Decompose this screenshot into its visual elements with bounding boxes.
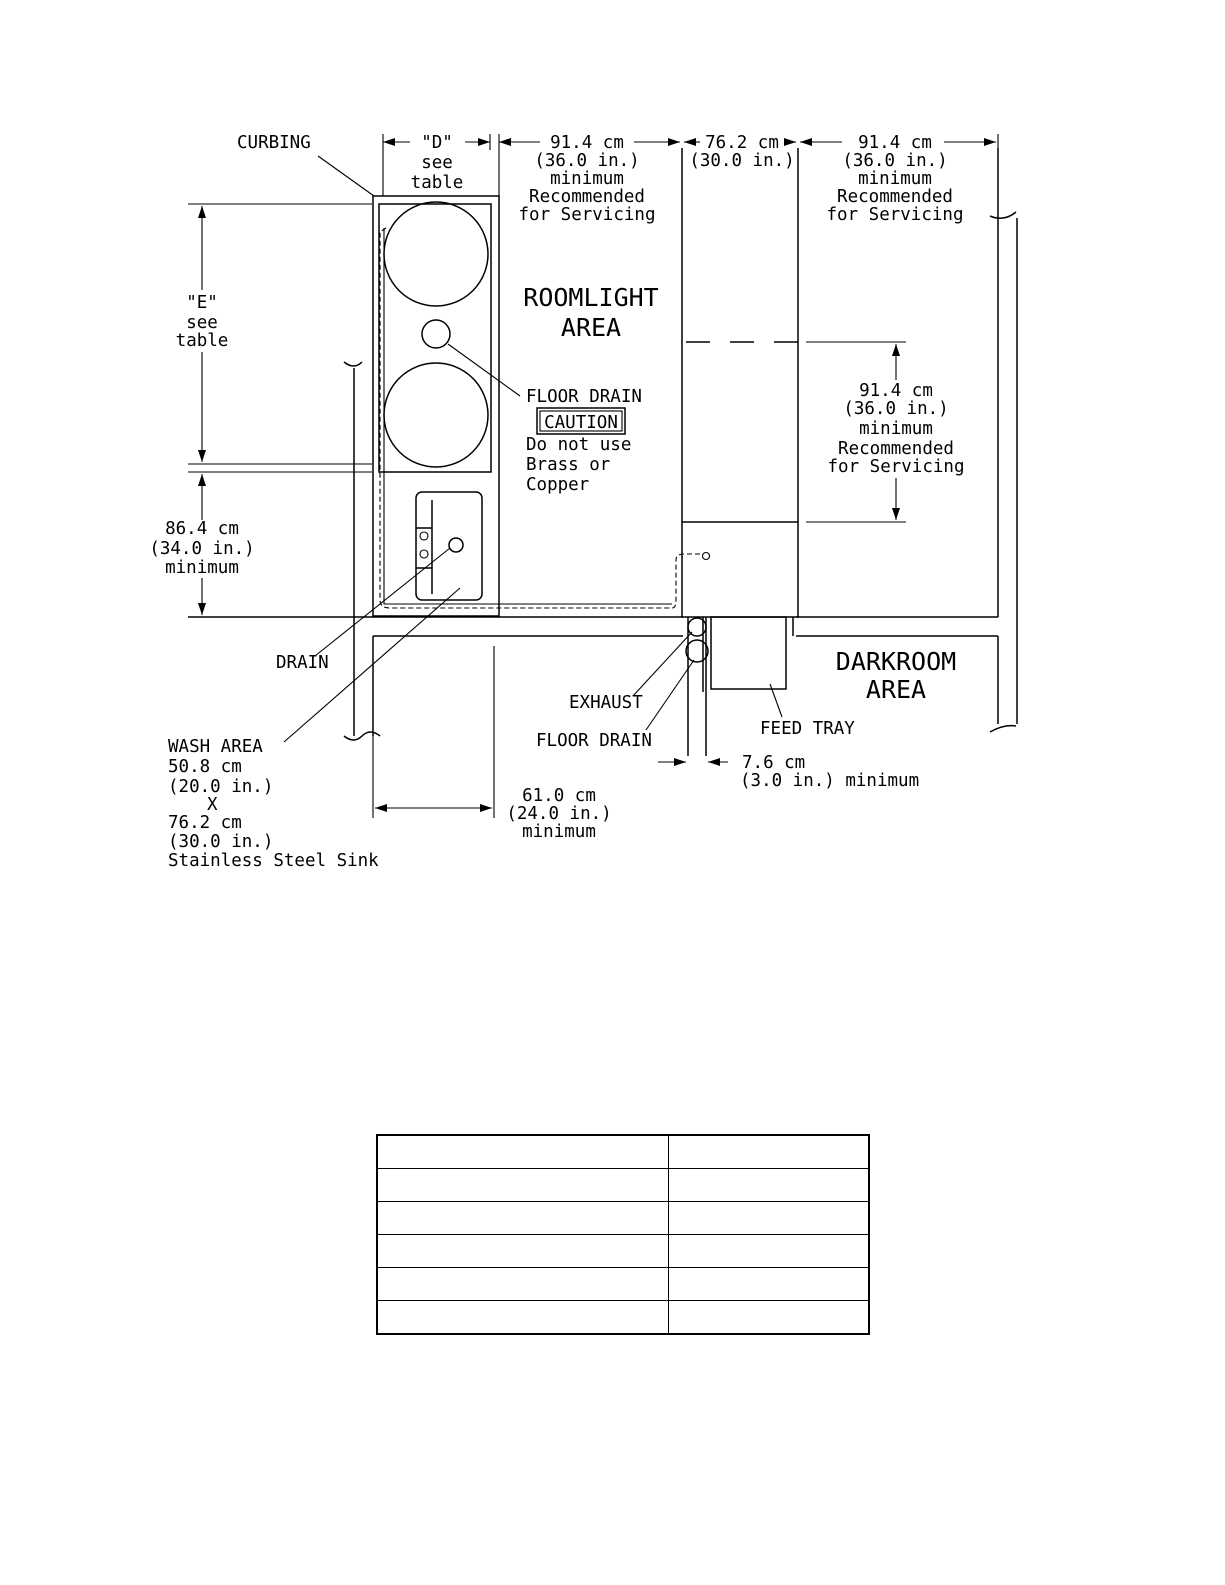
top-dim2-line1: 76.2 cm	[705, 133, 779, 153]
table-row	[377, 1202, 869, 1235]
feed-tray-label: FEED TRAY	[760, 719, 855, 739]
right-dim-line2: (36.0 in.)	[843, 399, 949, 419]
table-cell	[669, 1169, 870, 1202]
top-dim3-line5: for Servicing	[826, 205, 964, 225]
table-cell	[669, 1235, 870, 1268]
roomlight-area-label: AREA	[560, 313, 622, 342]
right-dim-line5: for Servicing	[827, 457, 965, 477]
top-dim1-line5: for Servicing	[518, 205, 656, 225]
exhaust-label: EXHAUST	[569, 693, 643, 713]
table-cell	[377, 1301, 669, 1335]
caution-note-line1: Do not use	[526, 435, 632, 455]
caution-label: CAUTION	[544, 413, 618, 433]
caution-note-line3: Copper	[526, 475, 590, 495]
wash-area-line5: 76.2 cm	[168, 813, 242, 833]
top-dim1-line4: Recommended	[529, 187, 645, 207]
table-cell	[669, 1268, 870, 1301]
dimension-table	[376, 1134, 870, 1335]
floor-drain-bottom-label: FLOOR DRAIN	[536, 731, 652, 751]
table-cell	[377, 1235, 669, 1268]
curbing-label: CURBING	[237, 133, 311, 153]
top-dim3-line3: minimum	[858, 169, 932, 189]
bottom-dim2-line1: 7.6 cm	[742, 753, 806, 773]
bottom-dim1-line3: minimum	[522, 822, 596, 842]
table-cell	[377, 1135, 669, 1169]
top-dim1-line1: 91.4 cm	[550, 133, 624, 153]
wash-area-line4: X	[207, 795, 218, 815]
annotation-text	[149, 133, 964, 871]
table-cell	[669, 1202, 870, 1235]
wash-area-line7: Stainless Steel Sink	[168, 851, 379, 871]
left-dim-line3: minimum	[165, 558, 239, 578]
top-dim1-line2: (36.0 in.)	[534, 151, 640, 171]
table-row	[377, 1235, 869, 1268]
caution-note-line2: Brass or	[526, 455, 611, 475]
d-see: see	[421, 153, 453, 173]
bottom-dim1-line1: 61.0 cm	[522, 786, 596, 806]
e-see: see	[186, 313, 218, 333]
table-row	[377, 1169, 869, 1202]
table-row	[377, 1135, 869, 1169]
left-dim-line2: (34.0 in.)	[149, 539, 255, 559]
top-dim2-line2: (30.0 in.)	[689, 151, 795, 171]
table-cell	[669, 1135, 870, 1169]
top-dim3-line1: 91.4 cm	[858, 133, 932, 153]
wash-area-line2: 50.8 cm	[168, 757, 242, 777]
darkroom-area-label: AREA	[865, 675, 927, 704]
darkroom-label: DARKROOM	[835, 647, 957, 676]
top-dim3-line4: Recommended	[837, 187, 953, 207]
top-dim1-line3: minimum	[550, 169, 624, 189]
roomlight-label: ROOMLIGHT	[523, 283, 659, 312]
top-dim3-line2: (36.0 in.)	[842, 151, 948, 171]
table-cell	[377, 1169, 669, 1202]
table-cell	[669, 1301, 870, 1335]
left-dim-line1: 86.4 cm	[165, 519, 239, 539]
wash-area-line6: (30.0 in.)	[168, 832, 274, 852]
wash-area-line1: WASH AREA	[168, 737, 263, 757]
right-dim-line3: minimum	[859, 419, 933, 439]
d-table: table	[410, 173, 464, 193]
wash-area-line3: (20.0 in.)	[168, 777, 274, 797]
bottom-dim2-line2: (3.0 in.) minimum	[740, 771, 920, 791]
table-row	[377, 1301, 869, 1335]
e-label: "E"	[186, 293, 218, 313]
e-table: table	[175, 331, 229, 351]
drain-label: DRAIN	[276, 653, 329, 673]
table-cell	[377, 1202, 669, 1235]
bottom-dim1-line2: (24.0 in.)	[506, 804, 612, 824]
d-label: "D"	[421, 133, 453, 153]
table-row	[377, 1268, 869, 1301]
right-dim-line1: 91.4 cm	[859, 381, 933, 401]
table-cell	[377, 1268, 669, 1301]
floor-drain-top-label: FLOOR DRAIN	[526, 387, 642, 407]
right-dim-line4: Recommended	[838, 439, 954, 459]
